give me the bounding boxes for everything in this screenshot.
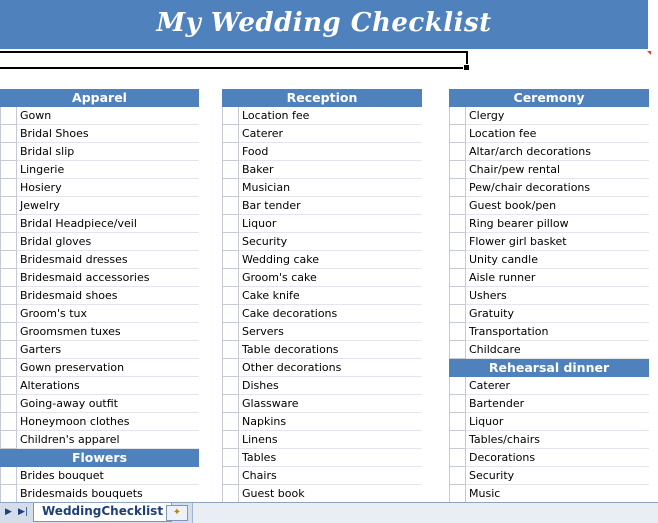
- checklist-item: [0, 467, 199, 485]
- item-label: Location fee: [466, 125, 649, 143]
- checklist-item: [222, 377, 422, 395]
- checkbox-cell[interactable]: [449, 287, 466, 305]
- checklist-item: [449, 233, 649, 251]
- checklist-item: [0, 125, 199, 143]
- checkbox-cell[interactable]: [0, 233, 17, 251]
- item-label: Chair/pew rental: [466, 161, 649, 179]
- item-label: Liquor: [239, 215, 422, 233]
- checkbox-cell[interactable]: [449, 233, 466, 251]
- checkbox-cell[interactable]: [0, 251, 17, 269]
- item-label: Decorations: [466, 449, 649, 467]
- item-label: Honeymoon clothes: [17, 413, 199, 431]
- item-label: Clergy: [466, 107, 649, 125]
- checkbox-cell[interactable]: [449, 269, 466, 287]
- checklist-item: [222, 467, 422, 485]
- checklist-item: [0, 215, 199, 233]
- checkbox-cell[interactable]: [0, 179, 17, 197]
- checkbox-cell[interactable]: [0, 125, 17, 143]
- item-label: Bridesmaid shoes: [17, 287, 199, 305]
- checklist-item: [0, 305, 199, 323]
- checklist-item: [449, 341, 649, 359]
- item-label: Tables: [239, 449, 422, 467]
- checklist-item: [0, 431, 199, 449]
- tab-strip-area: [192, 503, 658, 523]
- checkbox-cell[interactable]: [0, 305, 17, 323]
- checkbox-cell[interactable]: [0, 395, 17, 413]
- item-label: Guest book/pen: [466, 197, 649, 215]
- item-label: Dishes: [239, 377, 422, 395]
- checkbox-cell[interactable]: [0, 143, 17, 161]
- checklist-item: [0, 107, 199, 125]
- checklist-item: [449, 323, 649, 341]
- checkbox-cell[interactable]: [222, 341, 239, 359]
- checkbox-cell[interactable]: [0, 467, 17, 485]
- checkbox-cell[interactable]: [222, 215, 239, 233]
- checkbox-cell[interactable]: [449, 485, 466, 503]
- checklist-item: [449, 305, 649, 323]
- item-label: Liquor: [466, 413, 649, 431]
- item-label: Table decorations: [239, 341, 422, 359]
- checkbox-cell[interactable]: [222, 323, 239, 341]
- checkbox-cell[interactable]: [449, 179, 466, 197]
- checklist-item: [0, 413, 199, 431]
- checkbox-cell[interactable]: [222, 305, 239, 323]
- checkbox-cell[interactable]: [449, 251, 466, 269]
- checklist-item: [449, 395, 649, 413]
- checkbox-cell[interactable]: [0, 287, 17, 305]
- reception-header: Reception: [222, 89, 422, 107]
- checkbox-cell[interactable]: [449, 395, 466, 413]
- checkbox-cell[interactable]: [222, 413, 239, 431]
- item-label: Alterations: [17, 377, 199, 395]
- checklist-item: [0, 161, 199, 179]
- checkbox-cell[interactable]: [0, 485, 17, 503]
- checklist-item: [222, 125, 422, 143]
- checkbox-cell[interactable]: [0, 341, 17, 359]
- checkbox-cell[interactable]: [449, 449, 466, 467]
- checklist-item: [449, 449, 649, 467]
- checkbox-cell[interactable]: [222, 197, 239, 215]
- item-label: Altar/arch decorations: [466, 143, 649, 161]
- item-label: Bartender: [466, 395, 649, 413]
- item-label: Caterer: [466, 377, 649, 395]
- checklist-item: [449, 377, 649, 395]
- comment-indicator: [647, 51, 651, 55]
- item-label: Food: [239, 143, 422, 161]
- checklist-item: [222, 395, 422, 413]
- checklist-item: [222, 485, 422, 503]
- checkbox-cell[interactable]: [222, 359, 239, 377]
- sheet-tab-weddingchecklist[interactable]: WeddingChecklist: [33, 503, 172, 522]
- selected-cell[interactable]: [0, 51, 468, 69]
- checkbox-cell[interactable]: [0, 359, 17, 377]
- item-label: Groom's cake: [239, 269, 422, 287]
- checklist-item: [0, 395, 199, 413]
- item-label: Jewelry: [17, 197, 199, 215]
- item-label: Security: [239, 233, 422, 251]
- checklist-item: [449, 413, 649, 431]
- reception-column: [222, 89, 422, 503]
- item-label: Bridal gloves: [17, 233, 199, 251]
- checklist-item: [449, 179, 649, 197]
- item-label: Cake decorations: [239, 305, 422, 323]
- checkbox-cell[interactable]: [449, 305, 466, 323]
- item-label: Unity candle: [466, 251, 649, 269]
- checkbox-cell[interactable]: [449, 377, 466, 395]
- apparel-header: Apparel: [0, 89, 199, 107]
- item-label: Bridal Shoes: [17, 125, 199, 143]
- page-title: My Wedding Checklist: [156, 8, 492, 38]
- checkbox-cell[interactable]: [0, 269, 17, 287]
- checklist-item: [222, 431, 422, 449]
- item-label: Bar tender: [239, 197, 422, 215]
- checkbox-cell[interactable]: [222, 485, 239, 503]
- checklist-item: [449, 251, 649, 269]
- item-label: Baker: [239, 161, 422, 179]
- item-label: Childcare: [466, 341, 649, 359]
- checkbox-cell[interactable]: [449, 125, 466, 143]
- checkbox-cell[interactable]: [449, 431, 466, 449]
- rehearsal-header: Rehearsal dinner: [449, 359, 649, 377]
- item-label: Hosiery: [17, 179, 199, 197]
- checkbox-cell[interactable]: [222, 395, 239, 413]
- checklist-item: [222, 197, 422, 215]
- item-label: Glassware: [239, 395, 422, 413]
- checkbox-cell[interactable]: [449, 197, 466, 215]
- checklist-item: [449, 197, 649, 215]
- checkbox-cell[interactable]: [0, 323, 17, 341]
- item-label: Music: [466, 485, 649, 503]
- checkbox-cell[interactable]: [449, 341, 466, 359]
- item-label: Napkins: [239, 413, 422, 431]
- checklist-item: [222, 215, 422, 233]
- checklist-item: [222, 143, 422, 161]
- checklist-item: [0, 377, 199, 395]
- checklist-item: [0, 359, 199, 377]
- checklist-item: [449, 107, 649, 125]
- checklist-item: [0, 233, 199, 251]
- flowers-header: Flowers: [0, 449, 199, 467]
- next-sheet-icon[interactable]: ▶: [5, 507, 12, 517]
- item-label: Wedding cake: [239, 251, 422, 269]
- item-label: Location fee: [239, 107, 422, 125]
- checklist-item: [222, 161, 422, 179]
- checklist-item: [0, 179, 199, 197]
- item-label: Bridesmaids bouquets: [17, 485, 199, 503]
- sheet-tab-bar: [0, 502, 658, 523]
- checkbox-cell[interactable]: [222, 107, 239, 125]
- checklist-item: [222, 107, 422, 125]
- checkbox-cell[interactable]: [0, 161, 17, 179]
- checkbox-cell[interactable]: [449, 467, 466, 485]
- item-label: Caterer: [239, 125, 422, 143]
- item-label: Aisle runner: [466, 269, 649, 287]
- item-label: Bridesmaid dresses: [17, 251, 199, 269]
- item-label: Gown preservation: [17, 359, 199, 377]
- checklist-item: [222, 179, 422, 197]
- item-label: Musician: [239, 179, 422, 197]
- checklist-item: [222, 413, 422, 431]
- checklist-item: [449, 215, 649, 233]
- item-label: Children's apparel: [17, 431, 199, 449]
- checkbox-cell[interactable]: [222, 377, 239, 395]
- item-label: Groom's tux: [17, 305, 199, 323]
- item-label: Brides bouquet: [17, 467, 199, 485]
- checklist-item: [222, 305, 422, 323]
- checklist-item: [449, 485, 649, 503]
- checklist-item: [222, 269, 422, 287]
- item-label: Gratuity: [466, 305, 649, 323]
- checkbox-cell[interactable]: [222, 179, 239, 197]
- checklist-item: [222, 323, 422, 341]
- checklist-item: [222, 287, 422, 305]
- item-label: Gown: [17, 107, 199, 125]
- checklist-item: [0, 251, 199, 269]
- checklist-item: [449, 431, 649, 449]
- ceremony-header: Ceremony: [449, 89, 649, 107]
- checkbox-cell[interactable]: [0, 413, 17, 431]
- checkbox-cell[interactable]: [449, 107, 466, 125]
- item-label: Ring bearer pillow: [466, 215, 649, 233]
- title-banner: [0, 0, 648, 49]
- apparel-column: [0, 89, 199, 503]
- checklist-item: [222, 251, 422, 269]
- item-label: Lingerie: [17, 161, 199, 179]
- new-sheet-icon[interactable]: ✦: [166, 505, 188, 521]
- checkbox-cell[interactable]: [449, 143, 466, 161]
- item-label: Bridal slip: [17, 143, 199, 161]
- checklist-item: [222, 449, 422, 467]
- checklist-item: [222, 341, 422, 359]
- item-label: Tables/chairs: [466, 431, 649, 449]
- item-label: Servers: [239, 323, 422, 341]
- ceremony-column: [449, 89, 649, 503]
- checkbox-cell[interactable]: [0, 431, 17, 449]
- item-label: Cake knife: [239, 287, 422, 305]
- checkbox-cell[interactable]: [222, 161, 239, 179]
- checklist-item: [0, 323, 199, 341]
- checklist-item: [0, 269, 199, 287]
- item-label: Chairs: [239, 467, 422, 485]
- checkbox-cell[interactable]: [222, 125, 239, 143]
- checkbox-cell[interactable]: [222, 467, 239, 485]
- checkbox-cell[interactable]: [222, 449, 239, 467]
- checklist-item: [0, 341, 199, 359]
- checkbox-cell[interactable]: [0, 215, 17, 233]
- checkbox-cell[interactable]: [0, 107, 17, 125]
- item-label: Security: [466, 467, 649, 485]
- item-label: Flower girl basket: [466, 233, 649, 251]
- item-label: Guest book: [239, 485, 422, 503]
- item-label: Bridesmaid accessories: [17, 269, 199, 287]
- checklist-item: [0, 485, 199, 503]
- item-label: Other decorations: [239, 359, 422, 377]
- fill-handle[interactable]: [463, 64, 470, 71]
- checklist-item: [449, 287, 649, 305]
- checklist-item: [449, 269, 649, 287]
- checkbox-cell[interactable]: [0, 377, 17, 395]
- checklist-item: [449, 467, 649, 485]
- checklist-item: [449, 143, 649, 161]
- checkbox-cell[interactable]: [449, 413, 466, 431]
- item-label: Going-away outfit: [17, 395, 199, 413]
- checkbox-cell[interactable]: [222, 251, 239, 269]
- item-label: Garters: [17, 341, 199, 359]
- checklist-item: [0, 143, 199, 161]
- item-label: Pew/chair decorations: [466, 179, 649, 197]
- checkbox-cell[interactable]: [222, 269, 239, 287]
- checklist-item: [222, 359, 422, 377]
- item-label: Bridal Headpiece/veil: [17, 215, 199, 233]
- item-label: Transportation: [466, 323, 649, 341]
- checkbox-cell[interactable]: [449, 215, 466, 233]
- checklist-item: [449, 161, 649, 179]
- checkbox-cell[interactable]: [222, 287, 239, 305]
- checklist-item: [0, 197, 199, 215]
- checkbox-cell[interactable]: [222, 431, 239, 449]
- checklist-item: [222, 233, 422, 251]
- checklist-item: [0, 287, 199, 305]
- checkbox-cell[interactable]: [222, 233, 239, 251]
- item-label: Ushers: [466, 287, 649, 305]
- checklist-item: [449, 125, 649, 143]
- last-sheet-icon[interactable]: ▶|: [18, 507, 28, 517]
- checkbox-cell[interactable]: [449, 323, 466, 341]
- checkbox-cell[interactable]: [449, 161, 466, 179]
- checkbox-cell[interactable]: [222, 143, 239, 161]
- item-label: Groomsmen tuxes: [17, 323, 199, 341]
- checkbox-cell[interactable]: [0, 197, 17, 215]
- item-label: Linens: [239, 431, 422, 449]
